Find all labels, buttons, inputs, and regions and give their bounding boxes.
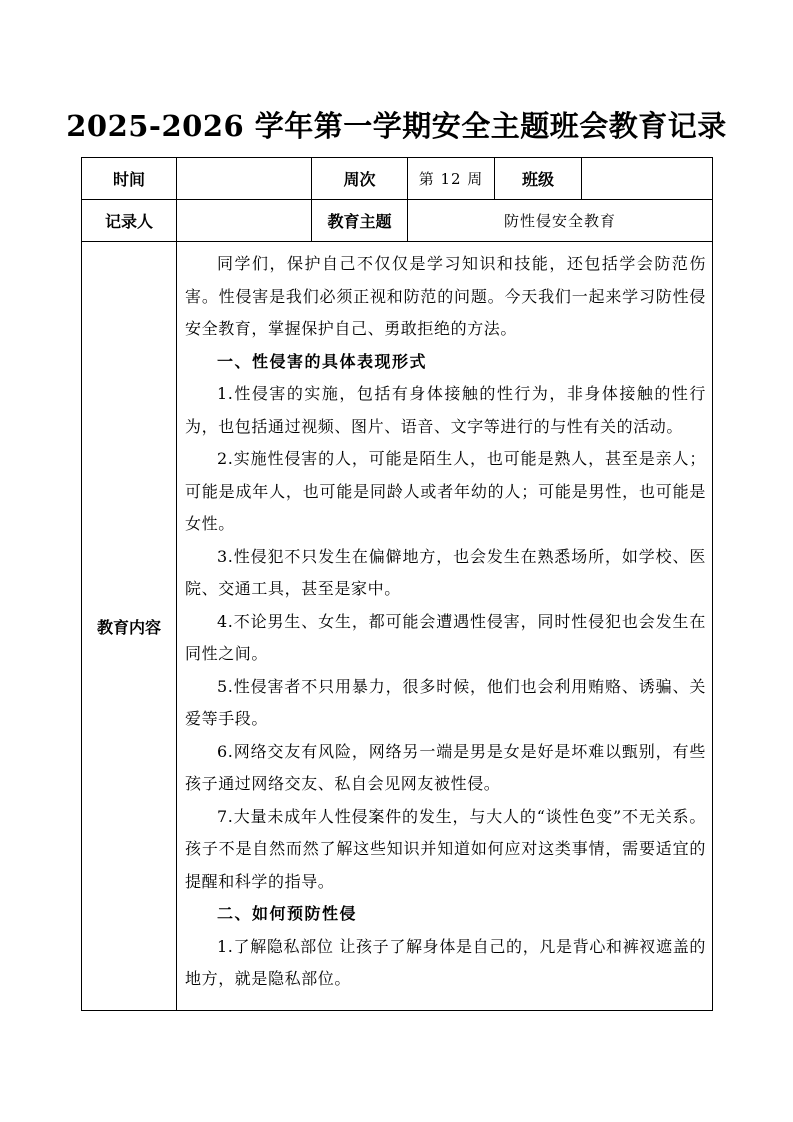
- record-table: [81, 157, 713, 1011]
- theme-label: 教育主题: [312, 200, 408, 242]
- recorder-value: [177, 200, 312, 242]
- intro-paragraph: 同学们，保护自己不仅仅是学习知识和技能，还包括学会防范伤害。性侵害是我们必须正视和防范的问题。今天我们一起来学习防性侵安全教育，掌握保护自己、勇敢拒绝的方法。: [185, 254, 706, 338]
- document-title: 2025-2026 学年第一学期安全主题班会教育记录: [66, 109, 727, 143]
- time-value: [177, 158, 312, 200]
- content-label: 教育内容: [82, 242, 177, 1011]
- content-cell: [177, 242, 713, 1011]
- section1-heading: 一、性侵害的具体表现形式: [217, 351, 428, 371]
- time-label: 时间: [82, 158, 177, 200]
- week-label: 周次: [312, 158, 408, 200]
- list-item: 1.性侵害的实施，包括有身体接触的性行为，非身体接触的性行为，也包括通过视频、图片、语音、文字等进行的与性有关的活动。: [185, 384, 706, 436]
- recorder-label: 记录人: [82, 200, 177, 242]
- section2-heading: 二、如何预防性侵: [217, 904, 358, 923]
- class-label: 班级: [495, 158, 582, 200]
- list-item: 7.大量未成年人性侵案件的发生，与大人的“谈性色变”不无关系。孩子不是自然而然了解这些知识并知道如何应对这类事情，需要适宜的提醒和科学的指导。: [185, 806, 706, 891]
- week-value: 第 12 周: [408, 158, 495, 200]
- list-item: 6.网络交友有风险，网络另一端是男是女是好是坏难以甄别，有些孩子通过网络交友、私自会见网友被性侵。: [185, 741, 706, 793]
- list-item: 2.实施性侵害的人，可能是陌生人，也可能是熟人，甚至是亲人；可能是成年人，也可能是同龄人或者年幼的人；可能是男性，也可能是女性。: [185, 449, 706, 533]
- class-value: [582, 158, 713, 200]
- education-content: [185, 248, 706, 996]
- list-item: 1.了解隐私部位 让孩子了解身体是自己的，凡是背心和裤衩遮盖的地方，就是隐私部位。: [185, 936, 706, 988]
- list-item: 3.性侵犯不只发生在偏僻地方，也会发生在熟悉场所，如学校、医院、交通工具，甚至是家中。: [185, 546, 706, 598]
- theme-value: 防性侵安全教育: [408, 200, 713, 242]
- list-item: 4.不论男生、女生，都可能会遭遇性侵害，同时性侵犯也会发生在同性之间。: [185, 611, 706, 663]
- list-item: 5.性侵害者不只用暴力，很多时候，他们也会利用贿赂、诱骗、关爱等手段。: [185, 676, 706, 728]
